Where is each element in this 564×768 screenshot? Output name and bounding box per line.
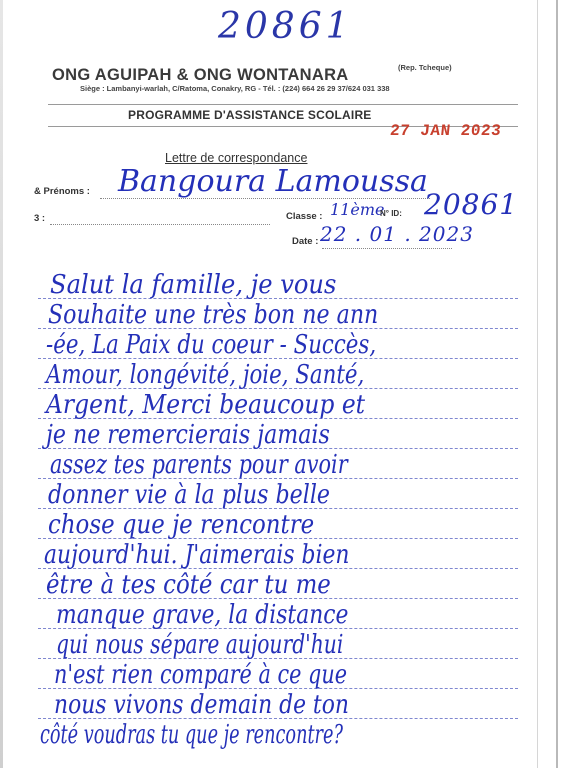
page-edge-left [0,0,3,768]
page-edge-right-inner [537,0,538,768]
letter-line: aujourd'hui. J'aimerais bien [44,540,350,570]
class-label: Classe : [286,211,323,222]
names-label: & Prénoms : [34,186,90,197]
letter-heading: Lettre de correspondance [165,151,308,165]
program-title: PROGRAMME D'ASSISTANCE SCOLAIRE [128,108,372,122]
names-value: Bangoura Lamoussa [118,164,428,199]
divider-top [48,104,518,105]
letter-line: côté voudras tu que je rencontre? [40,720,343,750]
date-label: Date : [292,236,319,247]
letter-line: n'est rien comparé à ce que [54,660,348,690]
letter-line: qui nous sépare aujourd'hui [56,630,344,660]
letter-line: chose que je rencontre [48,510,315,540]
class-value: 11ème [330,200,385,219]
date-line [322,248,452,249]
letter-line: être à tes côté car tu me [46,570,331,600]
letter-line: -ée, La Paix du coeur - Succès, [46,330,377,360]
field3-line [50,224,270,225]
org-address: Siège : Lambanyi-warlah, C/Ratoma, Conakry, RG - Tél. : (224) 664 26 29 37/624 031 338 [80,84,390,93]
letter-line: Argent, Merci beaucoup et [46,390,366,420]
letter-line: donner vie à la plus belle [48,480,330,510]
received-date-stamp: 27 JAN 2023 [389,122,503,140]
file-number: 20861 [218,6,353,47]
org-name: ONG AGUIPAH & ONG WONTANARA [52,66,349,84]
letter-line: nous vivons demain de ton [54,690,349,720]
page-edge-right [556,0,558,768]
id-value: 20861 [424,188,519,221]
letter-line: assez tes parents pour avoir [50,450,348,480]
org-suffix: (Rep. Tcheque) [398,63,452,72]
field3-label: 3 : [34,213,46,224]
letter-line: je ne remercierais jamais [46,420,330,450]
date-value: 22 . 01 . 2023 [320,222,474,246]
id-label: N° ID: [380,209,402,218]
letter-line: manque grave, la distance [56,600,349,630]
letter-line: Salut la famille, je vous [50,270,337,300]
letter-line: Souhaite une très bon ne ann [48,300,379,330]
letter-line: Amour, longévité, joie, Santé, [46,360,365,390]
